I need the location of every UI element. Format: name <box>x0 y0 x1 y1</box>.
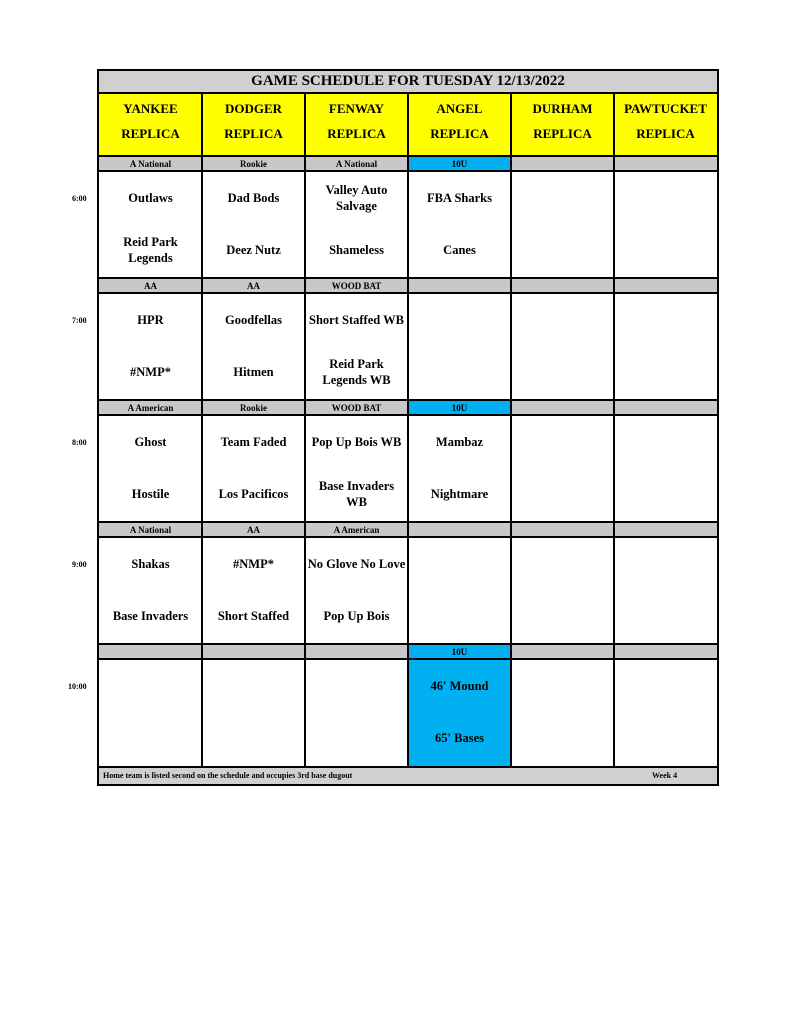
visitor-team <box>410 540 509 588</box>
visitor-team <box>616 418 715 466</box>
visitor-team <box>204 662 303 710</box>
division-label: 10U <box>408 645 511 658</box>
division-label: WOOD BAT <box>305 401 408 414</box>
visitor-team <box>616 540 715 588</box>
division-label <box>305 645 408 658</box>
home-team <box>513 592 612 640</box>
visitor-team <box>513 540 612 588</box>
column-rule <box>201 94 203 766</box>
field-header-2 <box>305 94 408 157</box>
field-replica-label: REPLICA <box>430 126 489 141</box>
home-team <box>616 470 715 518</box>
division-label <box>408 279 511 292</box>
home-team <box>410 592 509 640</box>
visitor-team <box>616 296 715 344</box>
division-label: 10U <box>408 157 511 170</box>
home-team: Hostile <box>131 487 170 501</box>
home-team <box>513 348 612 396</box>
division-label <box>614 645 717 658</box>
time-label: 6:00 <box>72 194 87 203</box>
field-header-3 <box>408 94 511 157</box>
home-team: Shameless <box>329 243 384 257</box>
field-name: DURHAM <box>532 101 593 116</box>
division-label: Rookie <box>202 401 305 414</box>
division-label: 10U <box>408 401 511 414</box>
visitor-team: #NMP* <box>233 557 274 571</box>
field-replica-label: REPLICA <box>327 126 386 141</box>
week-label: Week 4 <box>652 771 678 780</box>
visitor-team: Ghost <box>134 435 167 449</box>
home-team: Base Invaders WB <box>318 479 395 509</box>
home-team: Base Invaders <box>112 609 189 623</box>
field-replica-label: REPLICA <box>533 126 592 141</box>
home-team <box>410 348 509 396</box>
visitor-team: No Glove No Love <box>307 557 406 571</box>
field-replica-label: REPLICA <box>121 126 180 141</box>
home-team <box>616 714 715 762</box>
division-label <box>511 523 614 536</box>
visitor-team <box>101 662 200 710</box>
home-team <box>204 714 303 762</box>
division-label <box>511 401 614 414</box>
home-team: #NMP* <box>130 365 171 379</box>
field-name: ANGEL <box>436 101 483 116</box>
field-name: FENWAY <box>328 101 385 116</box>
home-team: Pop Up Bois <box>323 609 390 623</box>
division-label: WOOD BAT <box>305 279 408 292</box>
home-team: Short Staffed <box>217 609 290 623</box>
visitor-team: Pop Up Bois WB <box>311 435 402 449</box>
visitor-team: Valley Auto Salvage <box>325 183 388 213</box>
time-label: 9:00 <box>72 560 87 569</box>
field-replica-label: REPLICA <box>636 126 695 141</box>
visitor-team: Goodfellas <box>225 313 282 327</box>
field-replica-label: REPLICA <box>224 126 283 141</box>
home-team: 65' Bases <box>435 731 484 745</box>
division-label: AA <box>202 279 305 292</box>
column-rule <box>510 94 512 766</box>
footer-bar <box>99 766 717 784</box>
division-label <box>511 645 614 658</box>
visitor-team <box>616 662 715 710</box>
column-rule <box>407 94 409 766</box>
division-label <box>408 523 511 536</box>
division-label: A National <box>305 157 408 170</box>
division-label <box>614 401 717 414</box>
visitor-team: Mambaz <box>435 435 484 449</box>
division-label: A National <box>99 157 202 170</box>
visitor-team: Dad Bods <box>227 191 280 205</box>
division-label: A American <box>305 523 408 536</box>
visitor-team <box>513 418 612 466</box>
visitor-team <box>307 662 406 710</box>
footer-note: Home team is listed second on the schedule and occupies 3rd base dugout <box>103 771 353 780</box>
field-header-5 <box>614 94 717 157</box>
home-team <box>513 470 612 518</box>
field-name: PAWTUCKET <box>624 101 707 116</box>
home-team: Deez Nutz <box>226 243 281 257</box>
division-label <box>614 157 717 170</box>
visitor-team: Outlaws <box>128 191 173 205</box>
division-label: A American <box>99 401 202 414</box>
visitor-team <box>513 296 612 344</box>
division-label: AA <box>99 279 202 292</box>
visitor-team <box>513 662 612 710</box>
home-team: Los Pacificos <box>218 487 289 501</box>
home-team: Reid Park Legends WB <box>322 357 391 387</box>
field-header-1 <box>202 94 305 157</box>
division-label: Rookie <box>202 157 305 170</box>
home-team <box>616 226 715 274</box>
visitor-team <box>513 174 612 222</box>
home-team <box>307 714 406 762</box>
field-header-0 <box>99 94 202 157</box>
home-team <box>513 714 612 762</box>
schedule-table <box>97 69 719 786</box>
time-label: 10:00 <box>68 682 87 691</box>
division-label <box>511 279 614 292</box>
division-label <box>511 157 614 170</box>
home-team: Hitmen <box>233 365 274 379</box>
division-label <box>614 523 717 536</box>
division-label <box>614 279 717 292</box>
home-team <box>101 714 200 762</box>
division-label <box>202 645 305 658</box>
visitor-team: Short Staffed WB <box>309 313 404 327</box>
visitor-team: Shakas <box>131 557 170 571</box>
home-team <box>616 348 715 396</box>
visitor-team: HPR <box>137 313 164 327</box>
home-team <box>513 226 612 274</box>
visitor-team: 46' Mound <box>430 679 489 693</box>
time-label: 7:00 <box>72 316 87 325</box>
field-name: YANKEE <box>123 101 178 116</box>
division-label: A National <box>99 523 202 536</box>
visitor-team: FBA Sharks <box>427 191 492 205</box>
home-team: Nightmare <box>430 487 489 501</box>
division-label: AA <box>202 523 305 536</box>
field-header-4 <box>511 94 614 157</box>
column-rule <box>304 94 306 766</box>
home-team <box>616 592 715 640</box>
column-rule <box>613 94 615 766</box>
home-team: Reid Park Legends <box>123 235 178 265</box>
visitor-team <box>410 296 509 344</box>
visitor-team <box>616 174 715 222</box>
visitor-team: Team Faded <box>220 435 287 449</box>
home-team: Canes <box>443 243 476 257</box>
field-name: DODGER <box>224 101 283 116</box>
division-label <box>99 645 202 658</box>
time-label: 8:00 <box>72 438 87 447</box>
schedule-title: GAME SCHEDULE FOR TUESDAY 12/13/2022 <box>99 71 717 94</box>
